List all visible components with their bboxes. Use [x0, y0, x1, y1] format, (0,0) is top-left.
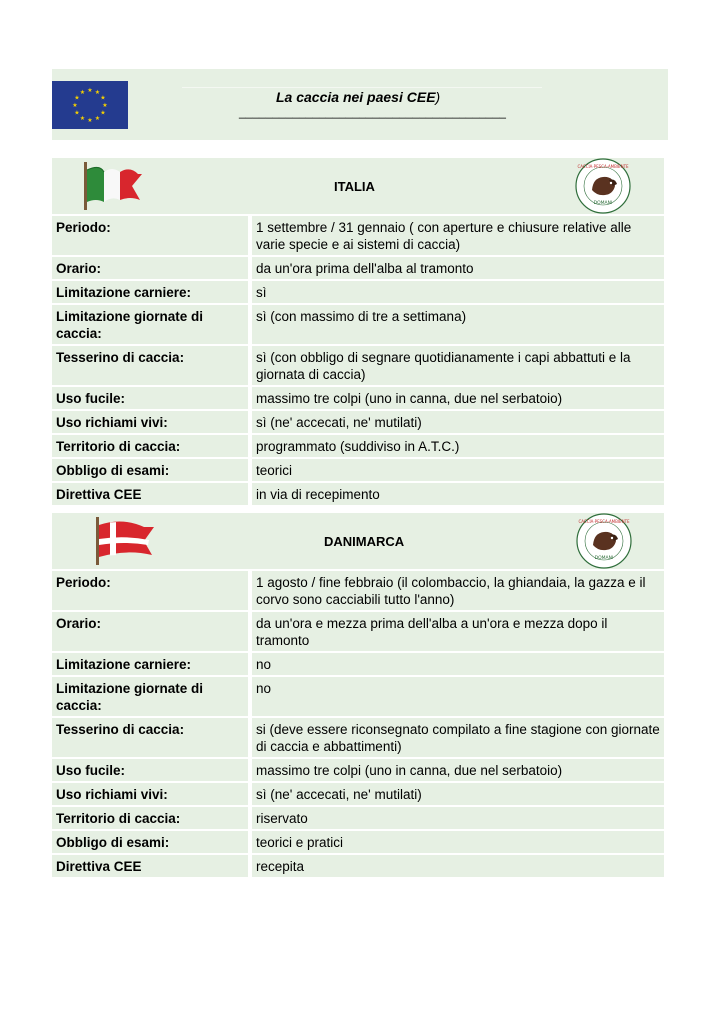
- field-value: sì (con obbligo di segnare quotidianamente i capi abbattuti e la giornata di caccia): [250, 345, 664, 386]
- title-underline: ________________________________________: [239, 105, 506, 119]
- country-name: DANIMARCA: [324, 534, 405, 549]
- field-value: sì (con massimo di tre a settimana): [250, 304, 664, 345]
- field-label: Uso fucile:: [52, 758, 250, 782]
- svg-text:★: ★: [94, 89, 101, 96]
- field-label: Limitazione giornate di caccia:: [52, 676, 250, 717]
- svg-text:DOMANI: DOMANI: [593, 201, 613, 206]
- field-label: Uso fucile:: [52, 386, 250, 410]
- field-label: Tesserino di caccia:: [52, 717, 250, 758]
- field-value: massimo tre colpi (uno in canna, due nel serbatoio): [250, 758, 664, 782]
- info-table-danimarca: [52, 571, 664, 879]
- field-value: 1 settembre / 31 gennaio ( con aperture e chiusure relative alle varie specie e ai sistemi di caccia): [250, 216, 664, 256]
- field-value: 1 agosto / fine febbraio (il colombaccio, la ghiandaia, la gazza e il corvo sono cacciabili tutto l'anno): [250, 571, 664, 611]
- country-header: [52, 513, 664, 571]
- field-label: Direttiva CEE: [52, 854, 250, 878]
- document-header: [52, 69, 668, 140]
- field-value: programmato (suddiviso in A.T.C.): [250, 434, 664, 458]
- field-label: Territorio di caccia:: [52, 806, 250, 830]
- table-row: [52, 280, 664, 304]
- caccia-pesca-ambiente-logo: [576, 513, 632, 569]
- table-row: [52, 806, 664, 830]
- svg-text:★: ★: [72, 102, 78, 109]
- table-row: [52, 758, 664, 782]
- svg-text:CACCIA·PESCA·AMBIENTE: CACCIA·PESCA·AMBIENTE: [577, 164, 629, 169]
- field-label: Tesserino di caccia:: [52, 345, 250, 386]
- field-label: Limitazione carniere:: [52, 280, 250, 304]
- field-value: sì (ne' accecati, ne' mutilati): [250, 410, 664, 434]
- table-row: [52, 611, 664, 652]
- field-value: si (deve essere riconsegnato compilato a fine stagione con giornate di caccia e abbattimenti): [250, 717, 664, 758]
- italy-flag-icon: [82, 160, 148, 215]
- table-row: [52, 830, 664, 854]
- field-label: Limitazione carniere:: [52, 652, 250, 676]
- table-row: [52, 434, 664, 458]
- denmark-flag-icon: [92, 515, 158, 570]
- field-value: no: [250, 652, 664, 676]
- field-value: no: [250, 676, 664, 717]
- field-value: sì: [250, 280, 664, 304]
- field-label: Uso richiami vivi:: [52, 410, 250, 434]
- divider: [182, 87, 542, 88]
- svg-text:★: ★: [74, 109, 80, 117]
- table-row: [52, 782, 664, 806]
- country-section-danimarca: [52, 513, 664, 879]
- svg-text:★: ★: [79, 89, 86, 96]
- field-value: sì (ne' accecati, ne' mutilati): [250, 782, 664, 806]
- svg-text:★: ★: [102, 102, 108, 109]
- table-row: [52, 652, 664, 676]
- info-table-italia: [52, 216, 664, 507]
- field-label: Periodo:: [52, 571, 250, 611]
- field-value: in via di recepimento: [250, 482, 664, 506]
- field-label: Obbligo di esami:: [52, 458, 250, 482]
- table-row: [52, 345, 664, 386]
- field-value: teorici e pratici: [250, 830, 664, 854]
- field-label: Direttiva CEE: [52, 482, 250, 506]
- field-value: da un'ora prima dell'alba al tramonto: [250, 256, 664, 280]
- svg-text:★: ★: [74, 94, 80, 102]
- field-label: Orario:: [52, 611, 250, 652]
- field-value: riservato: [250, 806, 664, 830]
- field-value: massimo tre colpi (uno in canna, due nel serbatoio): [250, 386, 664, 410]
- field-label: Territorio di caccia:: [52, 434, 250, 458]
- caccia-pesca-ambiente-logo: [575, 158, 631, 214]
- table-row: [52, 458, 664, 482]
- table-row: [52, 676, 664, 717]
- table-row: [52, 256, 664, 280]
- field-label: Limitazione giornate di caccia:: [52, 304, 250, 345]
- country-section-italia: [52, 158, 664, 507]
- table-row: [52, 717, 664, 758]
- page-title: La caccia nei paesi CEE): [276, 89, 441, 105]
- field-label: Orario:: [52, 256, 250, 280]
- table-row: [52, 216, 664, 256]
- table-row: [52, 304, 664, 345]
- country-header: [52, 158, 664, 216]
- svg-text:★: ★: [100, 94, 106, 102]
- svg-text:★: ★: [87, 117, 93, 124]
- table-row: [52, 410, 664, 434]
- svg-text:CACCIA·PESCA·AMBIENTE: CACCIA·PESCA·AMBIENTE: [578, 519, 630, 524]
- eu-flag-icon: [52, 81, 128, 129]
- table-row: [52, 571, 664, 611]
- table-row: [52, 854, 664, 878]
- svg-text:★: ★: [100, 109, 106, 117]
- field-value: teorici: [250, 458, 664, 482]
- svg-text:DOMANI: DOMANI: [594, 556, 614, 561]
- field-label: Uso richiami vivi:: [52, 782, 250, 806]
- svg-text:★: ★: [94, 115, 101, 122]
- field-value: da un'ora e mezza prima dell'alba a un'ora e mezza dopo il tramonto: [250, 611, 664, 652]
- table-row: [52, 482, 664, 506]
- field-label: Obbligo di esami:: [52, 830, 250, 854]
- svg-text:★: ★: [79, 115, 86, 122]
- country-name: ITALIA: [334, 179, 375, 194]
- table-row: [52, 386, 664, 410]
- svg-text:★: ★: [87, 87, 93, 94]
- field-value: recepita: [250, 854, 664, 878]
- field-label: Periodo:: [52, 216, 250, 256]
